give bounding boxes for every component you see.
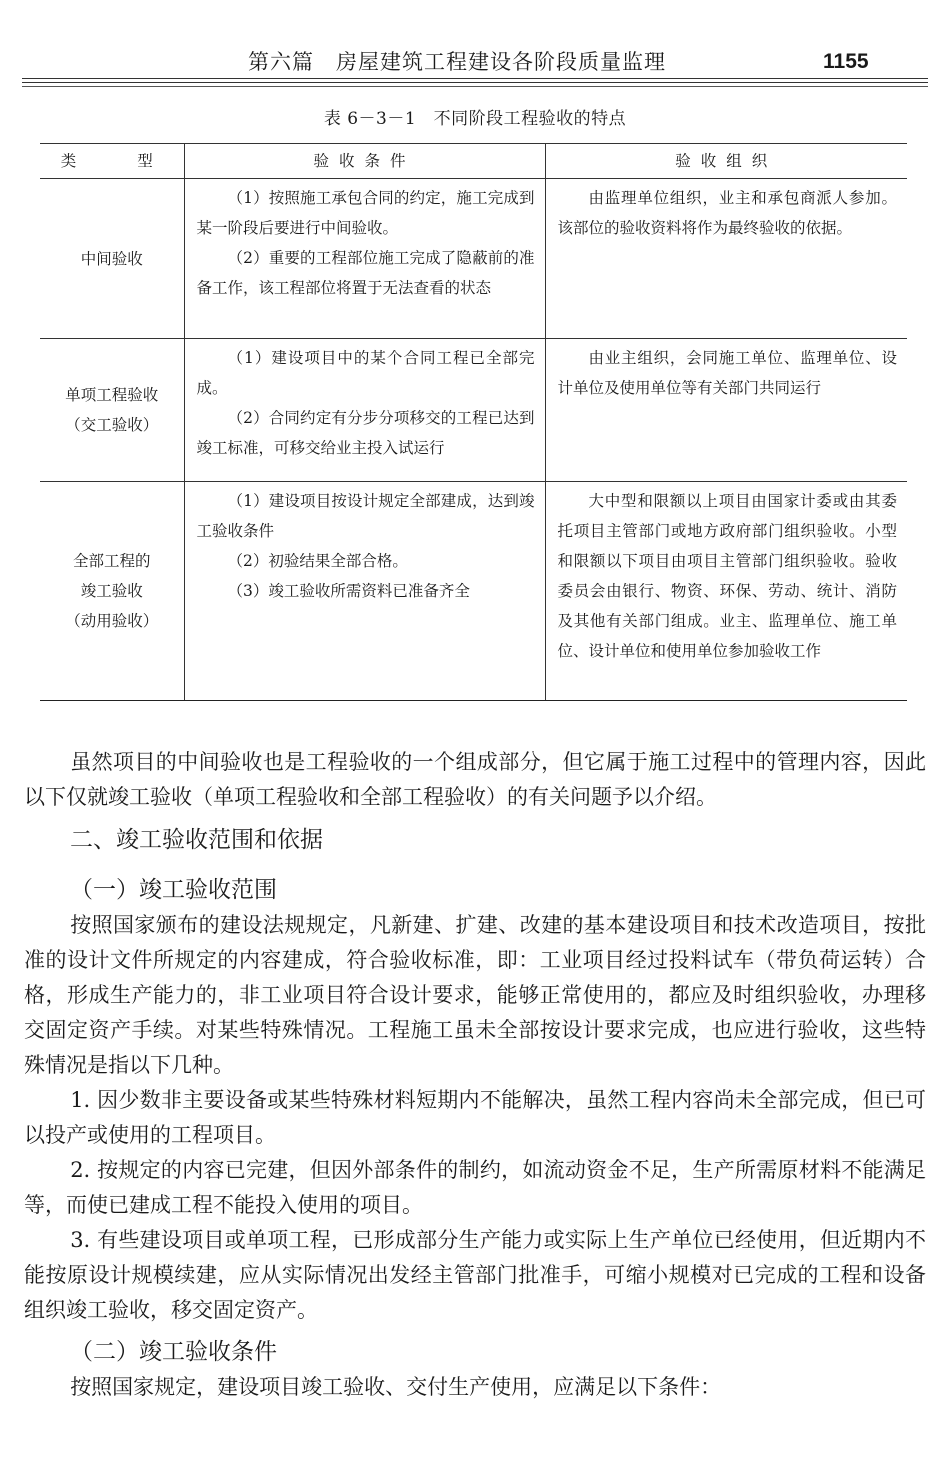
column-header-type: 类 型: [40, 144, 184, 179]
condition-item: （1）按照施工承包合同的约定，施工完成到某一阶段后要进行中间验收。: [196, 189, 535, 237]
subsection-heading: （一）竣工验收范围: [70, 877, 277, 903]
type-line: （交工验收）: [65, 416, 159, 434]
subsection-heading: （二）竣工验收条件: [70, 1339, 277, 1365]
header-rule: [22, 78, 928, 79]
type-line: 单项工程验收: [65, 386, 159, 404]
type-cell: [40, 339, 184, 482]
scope-paragraph: 按照国家颁布的建设法规规定，凡新建、扩建、改建的基本建设项目和技术改造项目，按批准的设计文件所规定的内容建成，符合验收标准，即：工业项目经过投料试车（带负荷运转）合格，形成生产能力的，非工业项目符合设计要求，能够正常使用的，都应及时组织验收，办理移交固定资产手续。对某些特殊情况。工程施工虽未全部按设计要求完成，也应进行验收，这些特殊情况是指以下几种。: [24, 913, 926, 1077]
type-line: 中间验收: [80, 249, 143, 268]
type-line: （动用验收）: [65, 612, 159, 630]
section-heading: 二、竣工验收范围和依据: [70, 827, 323, 853]
page-number: 1155: [823, 50, 869, 73]
list-item: 2. 按规定的内容已完建，但因外部条件的制约，如流动资金不足，生产所需原材料不能满足等，而使已建成工程不能投入使用的项目。: [24, 1158, 926, 1217]
conditions-cell: [184, 482, 545, 701]
conditions-paragraph: 按照国家规定，建设项目竣工验收、交付生产使用，应满足以下条件：: [70, 1375, 722, 1399]
body-text: [24, 745, 926, 1405]
organization-cell: [545, 339, 907, 482]
table-row: [40, 482, 907, 701]
column-header-conditions: 验收条件: [184, 144, 545, 179]
type-cell: [40, 482, 184, 701]
conditions-cell: [184, 179, 545, 339]
table-caption: 表 6－3－1 不同阶段工程验收的特点: [323, 109, 627, 129]
type-cell: [40, 179, 184, 339]
organization-text: 由监理单位组织，业主和承包商派人参加。该部位的验收资料将作为最终验收的依据。: [557, 189, 897, 237]
list-item: 1. 因少数非主要设备或某些特殊材料短期内不能解决，虽然工程内容尚未全部完成，但已可以投产或使用的工程项目。: [24, 1088, 926, 1147]
condition-item: （2）初验结果全部合格。: [227, 552, 408, 570]
header-rule: [22, 82, 928, 83]
organization-text: 大中型和限额以上项目由国家计委或由其委托项目主管部门或地方政府部门组织验收。小型和限额以下项目由项目主管部门组织验收。验收委员会由银行、物资、环保、劳动、统计、消防及其他有关部门组成。业主、监理单位、施工单位、设计单位和使用单位参加验收工作: [557, 492, 897, 660]
running-title: 第六篇 房屋建筑工程建设各阶段质量监理: [248, 50, 666, 74]
conditions-cell: [184, 339, 545, 482]
type-line: 全部工程的: [72, 552, 151, 570]
acceptance-table: [40, 143, 907, 701]
condition-item: （1）建设项目按设计规定全部建成，达到竣工验收条件: [196, 492, 535, 540]
table-row: [40, 179, 907, 339]
header-rule: [22, 86, 928, 87]
organization-cell: [545, 482, 907, 701]
condition-item: （1）建设项目中的某个合同工程已全部完成。: [196, 349, 535, 397]
page-header: [0, 42, 950, 82]
condition-item: （2）重要的工程部位施工完成了隐蔽前的准备工作，该工程部位将置于无法查看的状态: [196, 249, 535, 297]
organization-cell: [545, 179, 907, 339]
column-header-organization: 验收组织: [545, 144, 907, 179]
table-row: [40, 339, 907, 482]
table-header-row: [40, 144, 907, 179]
organization-text: 由业主组织，会同施工单位、监理单位、设计单位及使用单位等有关部门共同运行: [557, 349, 897, 397]
condition-item: （3）竣工验收所需资料已准备齐全: [227, 582, 470, 600]
list-item: 3. 有些建设项目或单项工程，已形成部分生产能力或实际上生产单位已经使用，但近期内不能按原设计规模续建，应从实际情况出发经主管部门批准手，可缩小规模对已完成的工程和设备组织竣工验收，移交固定资产。: [24, 1228, 926, 1322]
type-line: 竣工验收: [80, 582, 143, 600]
condition-item: （2）合同约定有分步分项移交的工程已达到竣工标准，可移交给业主投入试运行: [196, 409, 535, 457]
intro-paragraph: 虽然项目的中间验收也是工程验收的一个组成部分，但它属于施工过程中的管理内容，因此以下仅就竣工验收（单项工程验收和全部工程验收）的有关问题予以介绍。: [24, 750, 926, 809]
